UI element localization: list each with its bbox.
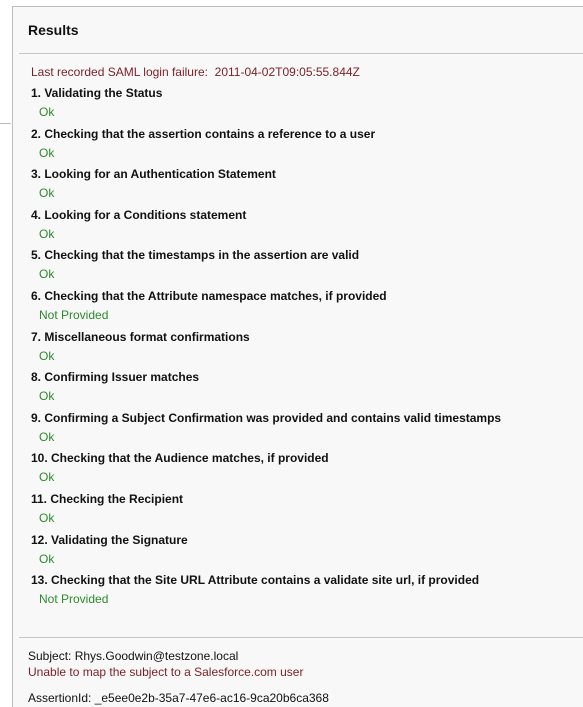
check-item-6 (31, 288, 579, 329)
check-title: 3. Looking for an Authentication Statement (31, 167, 276, 182)
check-item-8 (31, 369, 579, 410)
results-panel (12, 6, 583, 707)
check-item-13 (31, 572, 579, 613)
check-item-2 (31, 126, 579, 167)
check-title: 12. Validating the Signature (31, 532, 188, 547)
check-item-1 (31, 85, 579, 126)
check-result: Ok (39, 186, 55, 201)
check-item-4 (31, 207, 579, 248)
check-list (31, 85, 579, 613)
check-result: Not Provided (39, 592, 109, 607)
check-result: Ok (39, 551, 55, 566)
check-title: 1. Validating the Status (31, 86, 163, 100)
check-title: 9. Confirming a Subject Confirmation was provided and contains valid timestamps (31, 410, 502, 425)
check-item-11 (31, 491, 579, 532)
check-result: Ok (39, 389, 55, 404)
check-result: Ok (39, 429, 55, 444)
check-result: Ok (39, 105, 55, 119)
check-title: 4. Looking for a Conditions statement (31, 207, 247, 222)
check-result: Ok (39, 145, 55, 160)
check-result: Ok (39, 267, 55, 282)
check-title: 10. Checking that the Audience matches, if provided (31, 451, 329, 466)
left-divider-tick (0, 123, 11, 124)
subject-mapping-error: Unable to map the subject to a Salesforce.com user (28, 665, 304, 679)
header-divider (19, 53, 583, 54)
check-result: Not Provided (39, 307, 109, 322)
check-title: 7. Miscellaneous format confirmations (31, 329, 250, 344)
check-title: 6. Checking that the Attribute namespace matches, if provided (31, 288, 387, 303)
check-result: Ok (39, 470, 55, 485)
assertion-id: AssertionId: _e5ee0e2b-35a7-47e6-ac16-9ca20b6ca368 (28, 691, 329, 705)
check-item-5 (31, 247, 579, 288)
check-title: 11. Checking the Recipient (31, 491, 184, 506)
check-item-9 (31, 410, 579, 451)
check-title: 8. Confirming Issuer matches (31, 370, 200, 385)
check-item-7 (31, 329, 579, 370)
results-title: Results (28, 22, 79, 38)
check-result: Ok (39, 226, 55, 241)
check-title: 2. Checking that the assertion contains a reference to a user (31, 126, 376, 141)
subject-text: Subject: Rhys.Goodwin@testzone.local (28, 649, 239, 663)
check-item-10 (31, 450, 579, 491)
check-title: 13. Checking that the Site URL Attribute contains a validate site url, if provided (31, 573, 480, 588)
check-result: Ok (39, 510, 55, 525)
check-result: Ok (39, 348, 55, 363)
check-item-3 (31, 166, 579, 207)
check-item-12 (31, 532, 579, 573)
subject-divider (19, 637, 583, 638)
check-title: 5. Checking that the timestamps in the assertion are valid (31, 248, 360, 263)
last-login-failure: Last recorded SAML login failure: 2011-04-02T09:05:55.844Z (31, 65, 360, 79)
